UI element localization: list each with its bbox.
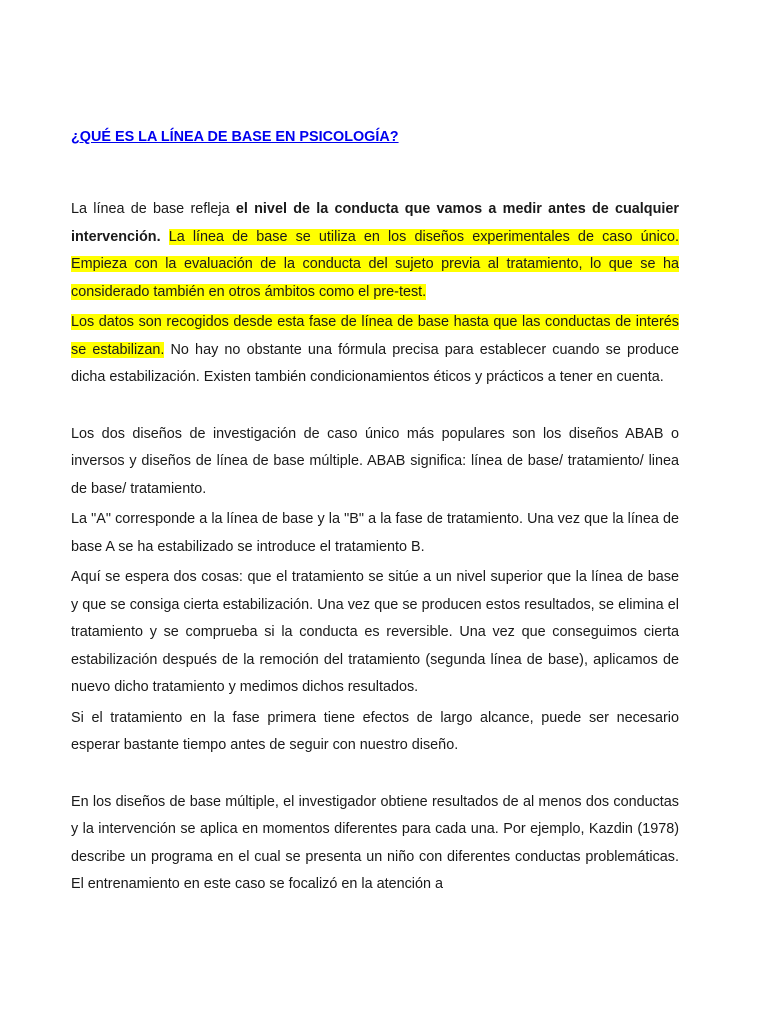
document-page xyxy=(71,126,679,899)
paragraph-6: Si el tratamiento en la fase primera tiene efectos de largo alcance, puede ser necesario esperar bastante tiempo antes de seguir con nuestro diseño. xyxy=(71,709,679,753)
paragraph-2-text: No hay no obstante una fórmula precisa para establecer cuando se produce dicha estabilización. Existen también condicionamientos éticos y prácticos a tener en cuenta. xyxy=(71,341,679,385)
paragraph-1-bold: el nivel de la conducta que vamos a medir antes de cualquier intervención. xyxy=(71,201,679,245)
page-title[interactable]: ¿QUÉ ES LA LÍNEA DE BASE EN PSICOLOGÍA? xyxy=(71,129,399,145)
spacer xyxy=(71,760,679,789)
paragraph-3: Los dos diseños de investigación de caso único más populares son los diseños ABAB o inversos y diseños de línea de base múltiple. ABAB significa: línea de base/ tratamiento/ linea de base/ tratamiento. xyxy=(71,425,679,497)
paragraph-1-space xyxy=(161,229,169,245)
paragraph-2-highlight: Los datos son recogidos desde esta fase de línea de base hasta que las conductas de interés se estabilizan. xyxy=(71,314,679,358)
paragraph-1 xyxy=(71,196,679,306)
paragraph-4: La "A" corresponde a la línea de base y la "B" a la fase de tratamiento. Una vez que la línea de base A se ha estabilizado se introduce el tratamiento B. xyxy=(71,511,679,555)
paragraph-1-highlight: La línea de base se utiliza en los diseños experimentales de caso único. Empieza con la evaluación de la conducta del sujeto previa al tratamiento, lo que se ha considerado también en otros ámbitos como el pre-test. xyxy=(71,228,679,300)
paragraph-5: Aquí se espera dos cosas: que el tratamiento se sitúe a un nivel superior que la línea de base y que se consiga cierta estabilización. Una vez que se producen estos resultados, se elimina el tratamiento y se comprueba si la conducta es reversible. Una vez que conseguimos cierta estabilización después de la remoción del tratamiento (segunda línea de base), aplicamos de nuevo dicho tratamiento y medimos dichos resultados. xyxy=(71,569,679,695)
paragraph-1-text: La línea de base refleja xyxy=(71,201,236,217)
spacer xyxy=(71,392,679,421)
spacer xyxy=(71,148,679,196)
paragraph-7: En los diseños de base múltiple, el investigador obtiene resultados de al menos dos conductas y la intervención se aplica en momentos diferentes para cada una. Por ejemplo, Kazdin (1978) describe un programa en el cual se presenta un niño con diferentes conductas problemáticas. El entrenamiento en este caso se focalizó en la atención a xyxy=(71,793,679,892)
paragraph-2 xyxy=(71,309,679,392)
